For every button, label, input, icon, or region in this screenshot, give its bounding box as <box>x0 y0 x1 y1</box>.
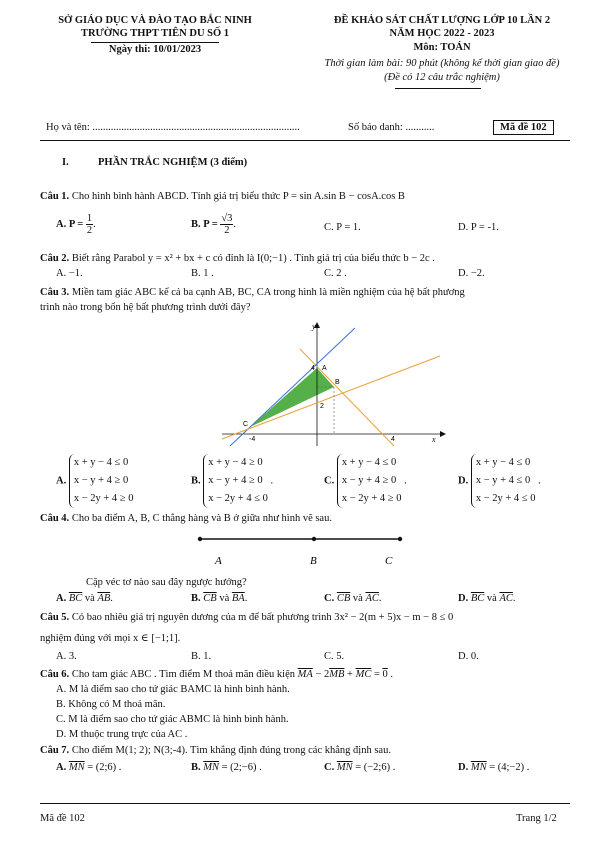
exam-date: Ngày thi: 10/01/2023 <box>108 44 202 55</box>
question-label: Câu 6. <box>40 669 70 680</box>
q3-option-a[interactable]: A. x + y − 4 ≤ 0 x − y + 4 ≥ 0 x − 2y + 4 ≥ 0 <box>56 454 133 508</box>
point-b-label: B <box>335 379 340 386</box>
school-year: NĂM HỌC 2022 - 2023 <box>389 28 495 39</box>
question-label: Câu 1. <box>40 191 70 202</box>
question-5-line-2: nghiệm đúng với mọi x ∈ [−1;1]. <box>40 633 181 644</box>
vector: $\overline{CB}$ <box>336 593 351 604</box>
student-id-field: Số báo danh: ........... <box>348 122 435 133</box>
q4-option-c[interactable]: C. $\overline{CB}$ và $\overline{AC}$. <box>324 593 382 604</box>
q6-option-d[interactable]: D. M thuộc trung trực của AC . <box>56 729 188 740</box>
tick-x-neg-4: -4 <box>249 436 256 443</box>
point-a-label: A <box>215 555 222 567</box>
q1-option-b[interactable]: B. P = $\frac{√3}{2}$ . <box>191 213 236 236</box>
question-label: Câu 5. <box>40 612 70 623</box>
q6-option-b[interactable]: B. Không có M thoả mãn. <box>56 699 166 710</box>
inequality-system: x + y − 4 ≤ 0 x − y + 4 ≥ 0 x − 2y + 4 ≥ 0 <box>337 454 402 508</box>
question-label: Câu 2. <box>40 253 70 264</box>
point-a-dot <box>198 537 202 541</box>
shaded-triangle-region <box>250 368 334 427</box>
q4-option-a[interactable]: A. $\overline{BC}$ và $\overline{AB}$. <box>56 593 113 604</box>
exam-title: ĐỀ KHẢO SÁT CHẤT LƯỢNG LỚP 10 LẦN 2 <box>333 15 551 26</box>
q2-option-b[interactable]: B. 1 . <box>191 268 214 279</box>
q1-option-a[interactable]: A. P = $\frac{1}{2}$ . <box>56 213 96 236</box>
exam-code-box: Mã đề 102 <box>493 120 554 135</box>
line-x-minus-2y-plus-4 <box>222 356 440 439</box>
q5-option-c[interactable]: C. 5. <box>324 651 345 662</box>
q6-option-a[interactable]: A. M là điểm sao cho tứ giác BAMC là hình bình hành. <box>56 684 290 695</box>
question-7 <box>40 745 391 756</box>
question-text: Miền tam giác ABC kể cả ba cạnh AB, BC, CA trong hình là miền nghiệm của hệ bất phương <box>71 287 465 298</box>
exam-duration: Thời gian làm bài: 90 phút (không kể thời gian giao đề) <box>324 58 560 69</box>
name-field: Họ và tên: ............................................................................... <box>46 122 300 133</box>
question-label: Câu 4. <box>40 513 70 524</box>
q7-option-a[interactable]: A. $\overline{MN}$ = (2;6) . <box>56 762 122 773</box>
question-label: Câu 3. <box>40 287 70 298</box>
footer-divider <box>40 803 570 804</box>
question-6: Câu 6. Cho tam giác ABC . Tìm điểm M thoả mãn điều kiện $\overline{MA} - 2\overline{MB} + \overline{MC} = 0$ . <box>40 669 393 680</box>
vector: $\overline{MN}$ <box>470 762 487 773</box>
subject: Môn: TOÁN <box>413 42 471 53</box>
question-count: (Đề có 12 câu trắc nghiệm) <box>384 72 500 83</box>
question-3-line-2: trình nào trong bốn hệ bất phương trình dưới đây? <box>40 302 251 313</box>
q7-option-b[interactable]: B. $\overline{MN}$ = (2;−6) . <box>191 762 262 773</box>
question-2 <box>40 253 435 264</box>
q1-option-c[interactable]: C. P = 1. <box>324 222 361 233</box>
vector: $\overline{MN}$ <box>68 762 85 773</box>
vector: $\overline{BA}$ <box>231 593 245 604</box>
vector: $\overline{MA}$ <box>297 669 313 680</box>
vector: $\overline{CB}$ <box>203 593 217 604</box>
question-3 <box>40 287 465 298</box>
question-5 <box>40 612 453 623</box>
vector: $\overline{MC}$ <box>355 669 372 680</box>
vector: $\overline{AC}$ <box>365 593 379 604</box>
point-c-label: C <box>243 421 249 428</box>
question-1 <box>40 191 405 202</box>
question-4 <box>40 513 332 524</box>
question-text: Cho ba điểm A, B, C thẳng hàng và B ở giữa như hình vẽ sau. <box>71 513 332 524</box>
q7-option-d[interactable]: D. $\overline{MN}$ = (4;−2) . <box>458 762 530 773</box>
department-name: SỞ GIÁO DỤC VÀ ĐÀO TẠO BẮC NINH <box>58 15 252 26</box>
vector: $\overline{MN}$ <box>203 762 220 773</box>
fraction: $\frac{1}{2}$ <box>86 213 93 236</box>
q7-option-c[interactable]: C. $\overline{MN}$ = (−2;6) . <box>324 762 396 773</box>
question-text: Cho hình bình hành ABCD. Tính giá trị biểu thức P = sin A.sin B − cosA.cos B <box>71 191 405 202</box>
point-c-label: C <box>385 555 393 567</box>
vector: $\overline{MN}$ <box>336 762 353 773</box>
tick-x-4: 4 <box>391 436 395 443</box>
vector: $\overline{AB}$ <box>97 593 111 604</box>
y-axis-label: y <box>312 322 316 331</box>
count-underline <box>395 88 481 89</box>
q5-option-b[interactable]: B. 1. <box>191 651 212 662</box>
fraction: $\frac{√3}{2}$ <box>221 213 233 236</box>
footer-exam-code: Mã đề 102 <box>40 813 85 824</box>
inequality-system: x + y − 4 ≤ 0 x − y + 4 ≥ 0 x − 2y + 4 ≥ 0 <box>69 454 134 508</box>
line-x-plus-y-4 <box>300 349 394 446</box>
collinear-points-figure <box>196 534 418 568</box>
vector: $\overline{BC}$ <box>68 593 83 604</box>
tick-y-2: 2 <box>320 403 324 410</box>
q3-option-b[interactable]: B. x + y − 4 ≥ 0 x − y + 4 ≥ 0 x − 2y + 4 ≤ 0 . <box>191 454 273 508</box>
question-text: Cho điểm M(1; 2); N(3;-4). Tìm khẳng định đúng trong các khẳng định sau. <box>71 745 391 756</box>
x-axis-arrow <box>440 431 446 437</box>
q3-option-d[interactable]: D. x + y − 4 ≤ 0 x − y + 4 ≤ 0 x − 2y + 4 ≤ 0 . <box>458 454 541 508</box>
page-number: Trang 1/2 <box>516 813 557 824</box>
point-c-dot <box>398 537 402 541</box>
q5-option-a[interactable]: A. 3. <box>56 651 77 662</box>
point-b-label: B <box>310 555 317 567</box>
tick-y-4: 4 <box>311 365 315 372</box>
inequality-system: x + y − 4 ≥ 0 x − y + 4 ≥ 0 x − 2y + 4 ≤ 0 <box>203 454 268 508</box>
q2-option-a[interactable]: A. −1. <box>56 268 83 279</box>
q3-option-c[interactable]: C. x + y − 4 ≤ 0 x − y + 4 ≥ 0 x − 2y + 4 ≥ 0 . <box>324 454 407 508</box>
question-text: Có bao nhiêu giá trị nguyên dương của m để bất phương trình 3x² − 2(m + 5)x − m − 8 ≤ 0 <box>71 612 454 623</box>
school-underline <box>91 42 219 43</box>
feasible-region-graph <box>218 318 448 446</box>
section-title: PHẦN TRẮC NGHIỆM (3 điểm) <box>98 157 248 168</box>
section-number: I. <box>62 157 69 168</box>
zero-vector: 0 <box>382 669 388 680</box>
question-text: Biết rằng Parabol y = x² + bx + c có đỉnh là I(0;−1) . Tính giá trị của biểu thức b − 2c . <box>71 253 435 264</box>
q4-option-d[interactable]: D. $\overline{BC}$ và $\overline{AC}$. <box>458 593 516 604</box>
q1-option-d[interactable]: D. P = -1. <box>458 222 499 233</box>
vector: $\overline{BC}$ <box>470 593 485 604</box>
vector: $\overline{AC}$ <box>499 593 513 604</box>
q2-option-d[interactable]: D. −2. <box>458 268 485 279</box>
header-divider <box>40 140 570 141</box>
q5-option-d[interactable]: D. 0. <box>458 651 479 662</box>
vector: $\overline{MB}$ <box>329 669 345 680</box>
x-axis-label: x <box>432 435 436 444</box>
q2-option-c[interactable]: C. 2 . <box>324 268 347 279</box>
q6-option-c[interactable]: C. M là điểm sao cho tứ giác ABMC là hình bình hành. <box>56 714 289 725</box>
question-4-prompt: Cặp véc tơ nào sau đây ngược hướng? <box>86 577 247 588</box>
point-b-dot <box>312 537 316 541</box>
inequality-system: x + y − 4 ≤ 0 x − y + 4 ≤ 0 x − 2y + 4 ≤ 0 <box>471 454 536 508</box>
point-a-label: A <box>322 365 327 372</box>
q4-option-b[interactable]: B. $\overline{CB}$ và $\overline{BA}$. <box>191 593 248 604</box>
school-name: TRƯỜNG THPT TIÊN DU SỐ 1 <box>80 28 230 39</box>
question-label: Câu 7. <box>40 745 70 756</box>
question-text: Cho tam giác ABC . Tìm điểm M thoả mãn điều kiện <box>71 669 298 680</box>
